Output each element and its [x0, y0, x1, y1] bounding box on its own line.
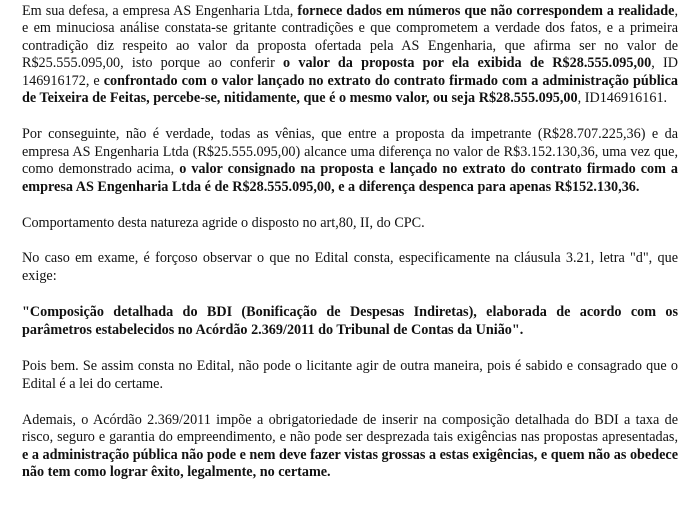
text-segment: Comportamento desta natureza agride o disposto no art,80, II, do CPC.	[22, 215, 425, 232]
text-segment: Por conseguinte, não é verdade, todas as vênias, que entre a proposta da impetrante (R$28.707.225,36) e da empresa AS Engenharia Ltda (R$25.555.095,00) alcance uma diferença no valor de R$3.152.130,36, uma vez que, como demonstrado acima,	[22, 126, 678, 178]
text-segment: Em sua defesa, a empresa AS Engenharia Ltda,	[22, 3, 298, 19]
paragraph-cpc	[22, 215, 678, 232]
paragraph-edital-clausula	[22, 250, 678, 285]
text-segment: Pois bem. Se assim consta no Edital, não pode o licitante agir de outra maneira, pois é sabido e consagrado que o Edital é a lei do certame.	[22, 358, 678, 392]
text-segment-bold: confrontado com o valor lançado no extrato do contrato firmado com a administração pública de Teixeira de Feitas, percebe-se, nitidamente, que é o mesmo valor, ou seja R$28.555.095,00	[22, 72, 678, 107]
text-segment-bold: fornece dados em números que não correspondem a realidade	[297, 3, 675, 19]
text-segment: No caso em exame, é forçoso observar o que no Edital consta, especificamente na cláusula 3.21, letra "d", que exige:	[22, 250, 678, 284]
text-segment-bold: o valor consignado na proposta e lançado no extrato do contrato firmado com a empresa AS Engenharia Ltda é de R$28.555.095,00, e a diferença despenca para apenas R$152.130,36.	[22, 161, 678, 195]
paragraph-acordao	[22, 412, 678, 482]
text-segment-bold: "Composição detalhada do BDI (Bonificação de Despesas Indiretas), elaborada de acordo com os parâmetros estabelecidos no Acórdão 2.369/2011 do Tribunal de Contas da União".	[22, 304, 678, 338]
paragraph-citacao-bdi	[22, 304, 678, 339]
text-segment: , e em minuciosa análise constata-se gritante contradições e que comprometem a verdade dos fatos, e a primeira contradição diz respeito ao valor da proposta ofertada pela AS Engenharia, que afirma ser no valor de R$25.555.095,00, isto porque ao conferir	[22, 3, 678, 72]
paragraph-defesa	[22, 3, 678, 107]
text-segment: Ademais, o Acórdão 2.369/2011 impõe a obrigatoriedade de inserir na composição detalhada do BDI a taxa de risco, seguro e garantia do empreendimento, e não pode ser desprezada tais exigências nas propostas apresentadas,	[22, 411, 678, 446]
paragraph-lei-certame	[22, 358, 678, 393]
text-segment: , ID146916161.	[577, 90, 668, 107]
text-segment: , ID 146916172, e	[22, 55, 678, 89]
text-segment-bold: e a administração pública não pode e nem deve fazer vistas grossas a estas exigências, e quem não as obedece não tem como lograr êxito, legalmente, no certame.	[22, 446, 679, 481]
text-segment-bold: o valor da proposta por ela exibida de R$28.555.095,00	[283, 55, 652, 72]
paragraph-diferenca	[22, 126, 678, 196]
